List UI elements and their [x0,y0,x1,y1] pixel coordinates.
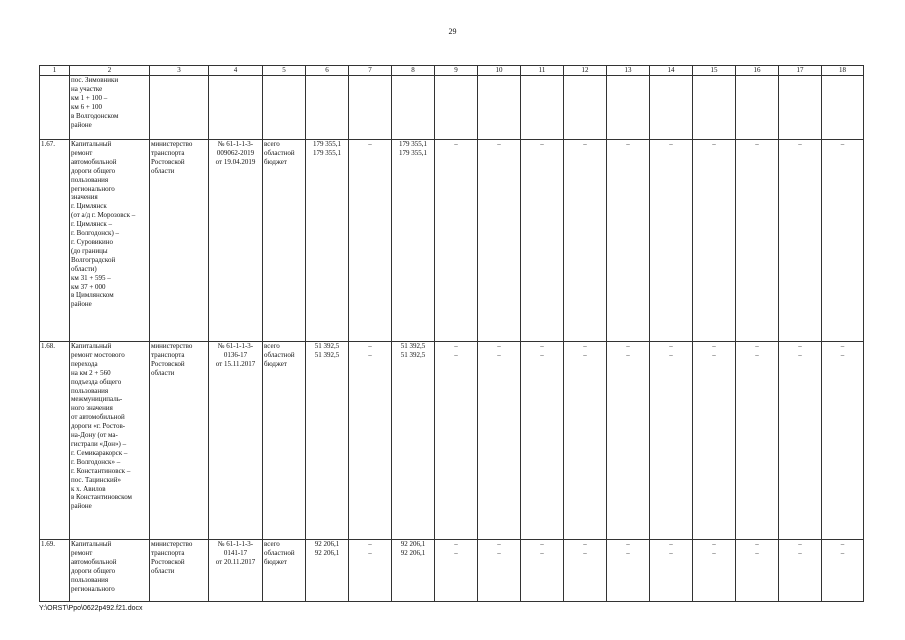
cell-text-line: км 37 + 000 [71,282,106,291]
header-row [40,66,864,76]
cell-text-line: 92 206,1 [314,548,340,557]
cell-text-line: регионального [71,184,115,193]
cell-text-line: областной [264,148,295,157]
cell-text-line: – [755,342,759,350]
cell-text-line: – [669,548,673,557]
cell-text-line: г. Цимлянск [71,202,107,211]
amount-cell-17 [779,342,822,540]
column-number-header: 10 [478,66,521,76]
cell-text-line: гистрали «Дон») – [71,439,127,448]
cell-text-line: г. Волгодонск) – [71,229,120,238]
amount-cell-17 [779,540,822,602]
amount-cell-12 [564,140,607,342]
cell-text-line: 009062-2019 [216,148,255,157]
amount-cell-18 [822,342,864,540]
amount-cell-11 [521,540,564,602]
column-number-header: 13 [607,66,650,76]
cell-text-line: г. Волгодонск» – [71,457,121,466]
cell-text-line: от 19.04.2019 [215,157,256,166]
cell-text-line: районе [71,120,92,129]
table-row [40,540,864,602]
cell-text-line: пос. Тацинский» [71,475,121,484]
cell-text-line: Ростовской [151,157,185,166]
cell-text-line: – [712,540,716,548]
cell-text-line: – [798,540,802,548]
cell-text-line: 92 206,1 [400,548,426,557]
cell-text-line: дороги общего [71,566,116,575]
cell-text-line: г. Суровикино [71,237,114,246]
column-number-header: 5 [263,66,306,76]
cell-text-line: бюджет [264,557,287,566]
column-number-header: 9 [435,66,478,76]
cell-text-line: дороги «г. Ростов- [71,422,126,431]
amount-cell-13 [607,342,650,540]
cell-text-line: – [712,342,716,350]
cell-text-line: регионального [71,584,115,593]
amount-cell-16 [736,342,779,540]
cell-text-line: – [497,140,501,148]
cell-text-line: подъезда общего [71,377,122,386]
amount-cell-15 [693,140,736,342]
cell-text-line: – [798,140,802,148]
cell-text-line: – [583,350,587,359]
total-amount-cell [306,76,349,140]
table-row [40,140,864,342]
column-number-header: 1 [40,66,70,76]
amount-cell-9 [435,76,478,140]
total-amount-cell [306,140,349,342]
column-number-header: 2 [70,66,150,76]
cell-text-line: на участке [71,84,103,93]
cell-text-line: – [583,540,587,548]
cell-text-line: области) [71,264,97,273]
cell-text-line: 179 355,1 [313,148,341,157]
cell-text-line: – [669,540,673,548]
amount-cell-17 [779,140,822,342]
amount-cell-13 [607,540,650,602]
cell-text-line: км 6 + 100 [71,102,103,111]
amount-cell-18 [822,140,864,342]
amount-cell-16 [736,140,779,342]
file-path-footer: Y:\ORST\Ppo\0622p492.f21.docx [39,605,143,612]
cell-text-line: ремонт [71,148,93,157]
amount-cell-16 [736,76,779,140]
cell-text-line: от автомобильной [71,413,125,422]
column-number-header: 6 [306,66,349,76]
cell-text-line: транспорта [151,350,185,359]
cell-text-line: в Константиновском [71,493,132,502]
cell-text-line: 51 392,5 [400,350,426,359]
agency-cell [150,140,209,342]
cell-text-line: – [540,548,544,557]
amount-cell-10 [478,540,521,602]
cell-text-line: министерство [151,140,193,148]
amount-cell-11 [521,342,564,540]
row-number-cell [40,76,70,140]
table-row [40,76,864,140]
column-number-header: 17 [779,66,822,76]
cell-text-line: – [712,548,716,557]
cell-text-line: – [454,350,458,359]
amount-cell-15 [693,76,736,140]
amount-cell-13 [607,140,650,342]
cell-text-line: – [540,540,544,548]
table-row [40,342,864,540]
column-number-header: 4 [209,66,263,76]
cell-text-line: 179 355,1 [313,140,341,148]
object-name-cell [70,76,150,140]
cell-text-line: – [368,540,372,548]
cell-text-line: – [497,540,501,548]
cell-text-line: всего [264,140,280,148]
cell-text-line: – [798,350,802,359]
cell-text-line: – [755,548,759,557]
cell-text-line: – [669,342,673,350]
amount-cell-14 [650,342,693,540]
cell-text-line: 51 392,5 [314,350,340,359]
cell-text-line: Капитальный [71,342,112,350]
row-number-cell: 1.68. [40,342,70,540]
cell-text-line: № 61-1-1-3- [217,140,254,148]
cell-text-line: бюджет [264,157,287,166]
cell-text-line: 179 355,1 [399,140,427,148]
amount-cell-15 [693,540,736,602]
cell-text-line: бюджет [264,359,287,368]
cell-text-line: – [626,540,630,548]
cell-text-line: – [497,350,501,359]
cell-text-line: значения [71,193,98,202]
amount-cell-15 [693,342,736,540]
row-number-cell: 1.67. [40,140,70,342]
object-name-cell [70,140,150,342]
column-number-header: 8 [392,66,435,76]
amount-cell-14 [650,140,693,342]
cell-text-line: Волгоградской [71,255,116,264]
amount-cell-14 [650,76,693,140]
agency-cell [150,76,209,140]
column-number-header: 11 [521,66,564,76]
cell-text-line: – [712,350,716,359]
amount-cell-11 [521,140,564,342]
cell-text-line: – [626,548,630,557]
cell-text-line: области [151,368,175,377]
cell-text-line: – [583,140,587,148]
cell-text-line: – [840,548,845,557]
cell-text-line: – [454,548,458,557]
cell-text-line: министерство [151,342,193,350]
cell-text-line: пользования [71,175,109,184]
cell-text-line: – [669,140,673,148]
cell-text-line: области [151,166,175,175]
agency-cell [150,342,209,540]
cell-text-line: – [497,548,501,557]
cell-text-line: районе [71,502,92,511]
cell-text-line: – [368,350,372,359]
amount-cell-7 [349,540,392,602]
document-cell [209,140,263,342]
cell-text-line: (от а/д г. Морозовск – [71,211,136,220]
cell-text-line: – [368,342,372,350]
column-number-header: 7 [349,66,392,76]
document-cell [209,540,263,602]
amount-cell-7 [349,76,392,140]
cell-text-line: перехода [71,359,98,368]
cell-text-line: ремонт мостового [71,350,125,359]
column-number-header: 18 [822,66,864,76]
cell-text-line: автомобильной [71,557,117,566]
program-table [39,65,864,602]
cell-text-line: – [454,140,458,148]
cell-text-line: на-Дону (от ма- [71,431,118,440]
total-amount-cell [306,342,349,540]
amount-cell-10 [478,140,521,342]
cell-text-line: области [151,566,175,575]
cell-text-line: – [497,342,501,350]
cell-text-line: – [840,540,845,548]
cell-text-line: 51 392,5 [400,342,426,350]
cell-text-line: областной [264,350,295,359]
cell-text-line: км 1 + 100 – [71,93,108,102]
cell-text-line: Капитальный [71,540,112,548]
cell-text-line: ного значения [71,404,113,413]
cell-text-line: Ростовской [151,557,185,566]
amount-cell-8 [392,140,435,342]
total-amount-cell [306,540,349,602]
amount-cell-8 [392,76,435,140]
cell-text-line: областной [264,548,295,557]
amount-cell-14 [650,540,693,602]
cell-text-line: ремонт [71,548,93,557]
cell-text-line: – [798,548,802,557]
cell-text-line: – [626,140,630,148]
page-number: 29 [448,27,457,36]
object-name-cell [70,540,150,602]
cell-text-line: пользования [71,575,109,584]
cell-text-line: – [755,140,759,148]
amount-cell-9 [435,540,478,602]
cell-text-line: г. Цимлянск – [71,220,113,229]
cell-text-line: пос. Зимовники [71,76,119,84]
cell-text-line: – [583,342,587,350]
cell-text-line: от 15.11.2017 [215,359,256,368]
cell-text-line: 92 206,1 [314,540,340,548]
cell-text-line: районе [71,300,92,309]
cell-text-line: дороги общего [71,166,116,175]
cell-text-line: на км 2 + 560 [71,368,111,377]
cell-text-line: Капитальный [71,140,112,148]
cell-text-line: № 61-1-1-3- [217,540,254,548]
cell-text-line: г. Константиновск – [71,466,131,475]
cell-text-line: – [840,350,845,359]
amount-cell-17 [779,76,822,140]
cell-text-line: – [540,350,544,359]
cell-text-line: от 20.11.2017 [215,557,256,566]
amount-cell-9 [435,140,478,342]
column-number-header: 3 [150,66,209,76]
cell-text-line: министерство [151,540,193,548]
cell-text-line: в Волгодонском [71,111,119,120]
cell-text-line: всего [264,342,280,350]
amount-cell-9 [435,342,478,540]
amount-cell-12 [564,76,607,140]
cell-text-line: Ростовской [151,359,185,368]
column-number-header: 16 [736,66,779,76]
cell-text-line: – [840,342,845,350]
cell-text-line: – [755,350,759,359]
cell-text-line: межмуниципаль- [71,395,123,404]
cell-text-line: (до границы [71,246,108,255]
amount-cell-13 [607,76,650,140]
cell-text-line: 51 392,5 [314,342,340,350]
cell-text-line: – [368,548,372,557]
cell-text-line: всего [264,540,280,548]
cell-text-line: 0141-17 [223,548,248,557]
amount-cell-7 [349,342,392,540]
cell-text-line: к х. Авилов [71,484,106,493]
amount-cell-8 [392,342,435,540]
object-name-cell [70,342,150,540]
cell-text-line: – [540,140,544,148]
cell-text-line: № 61-1-1-3- [217,342,254,350]
cell-text-line: – [626,350,630,359]
amount-cell-12 [564,342,607,540]
funding-source-cell [263,76,306,140]
cell-text-line: г. Семикаракорск – [71,448,128,457]
cell-text-line: пользования [71,386,109,395]
cell-text-line: – [454,342,458,350]
amount-cell-18 [822,76,864,140]
cell-text-line: – [368,140,372,148]
agency-cell [150,540,209,602]
cell-text-line: транспорта [151,148,185,157]
cell-text-line: 0136-17 [223,350,248,359]
amount-cell-12 [564,540,607,602]
cell-text-line: км 31 + 595 – [71,273,111,282]
column-number-header: 12 [564,66,607,76]
cell-text-line: – [626,342,630,350]
cell-text-line: в Цимлянском [71,291,114,300]
document-cell [209,76,263,140]
amount-cell-7 [349,140,392,342]
column-number-header: 15 [693,66,736,76]
amount-cell-8 [392,540,435,602]
cell-text-line: – [583,548,587,557]
cell-text-line: – [755,540,759,548]
cell-text-line: 92 206,1 [400,540,426,548]
column-number-header: 14 [650,66,693,76]
cell-text-line: транспорта [151,548,185,557]
cell-text-line: – [798,342,802,350]
row-number-cell: 1.69. [40,540,70,602]
amount-cell-18 [822,540,864,602]
funding-source-cell [263,540,306,602]
cell-text-line: – [840,140,845,148]
document-cell [209,342,263,540]
funding-source-cell [263,342,306,540]
amount-cell-11 [521,76,564,140]
amount-cell-16 [736,540,779,602]
amount-cell-10 [478,342,521,540]
cell-text-line: автомобильной [71,157,117,166]
cell-text-line: 179 355,1 [399,148,427,157]
cell-text-line: – [669,350,673,359]
cell-text-line: – [540,342,544,350]
amount-cell-10 [478,76,521,140]
funding-source-cell [263,140,306,342]
cell-text-line: – [712,140,716,148]
cell-text-line: – [454,540,458,548]
